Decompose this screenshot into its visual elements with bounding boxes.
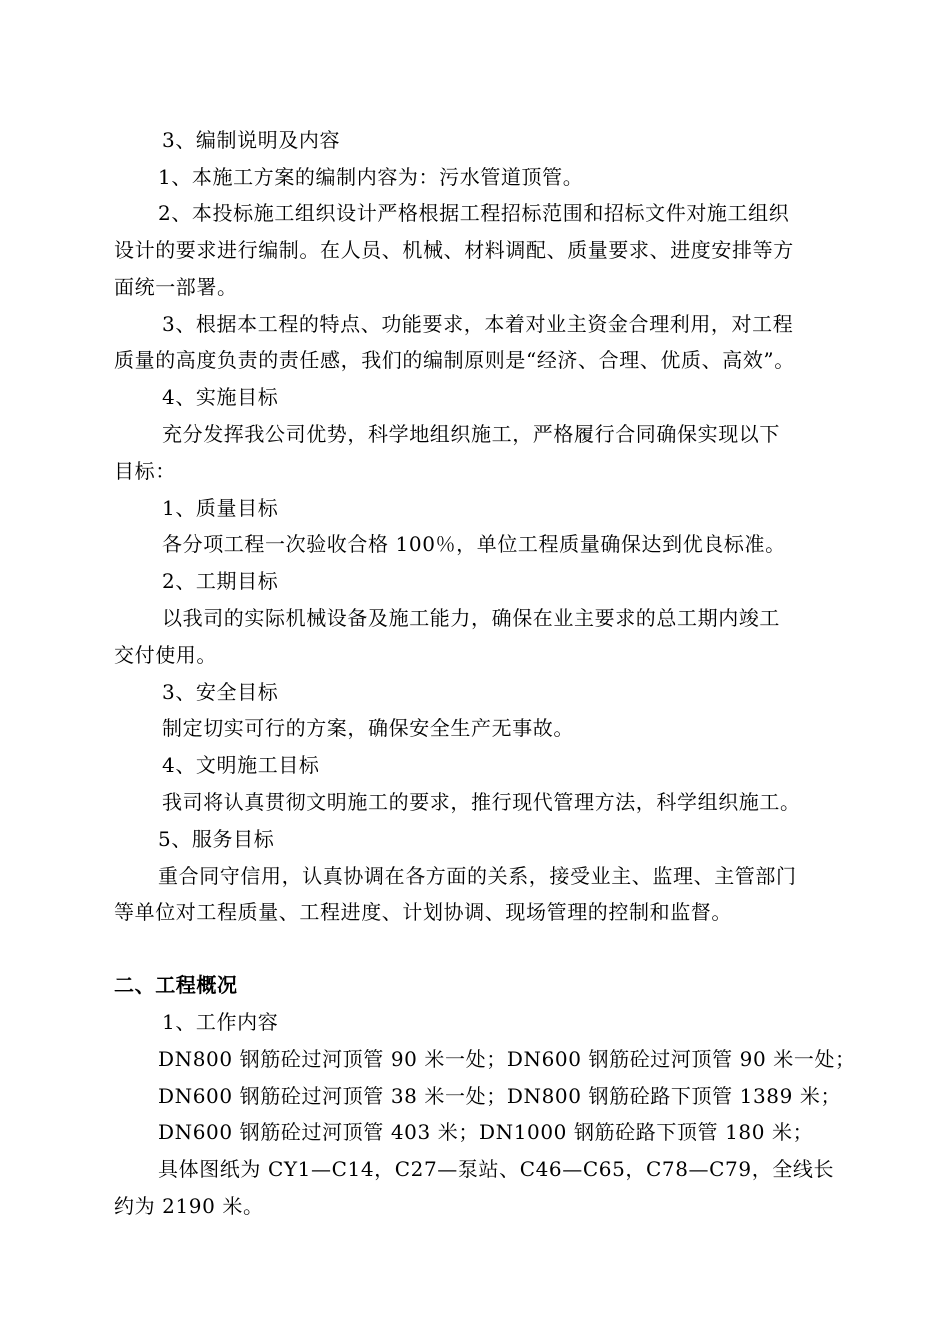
paragraph-line: 制定切实可行的方案，确保安全生产无事故。	[162, 716, 574, 740]
paragraph-line: DN600 钢筋砼过河顶管 403 米；DN1000 钢筋砼路下顶管 180 米；	[158, 1120, 814, 1144]
subheading-civilized-construction: 4、文明施工目标	[162, 753, 320, 777]
paragraph-line: 重合同守信用，认真协调在各方面的关系，接受业主、监理、主管部门	[158, 864, 797, 888]
paragraph-line: 各分项工程一次验收合格 100％，单位工程质量确保达到优良标准。	[162, 532, 786, 556]
subheading-schedule: 2、工期目标	[162, 569, 279, 593]
section-heading-compilation: 3、编制说明及内容	[162, 128, 341, 152]
paragraph-line: 1、本施工方案的编制内容为：污水管道顶管。	[158, 165, 584, 189]
paragraph-line: 面统一部署。	[114, 275, 238, 299]
paragraph-line: 2、本投标施工组织设计严格根据工程招标范围和招标文件对施工组织	[158, 201, 790, 225]
paragraph-line: 我司将认真贯彻文明施工的要求，推行现代管理方法，科学组织施工。	[162, 790, 801, 814]
paragraph-line: 目标：	[114, 459, 176, 483]
paragraph-line: 交付使用。	[114, 643, 217, 667]
subheading-work-content: 1、工作内容	[162, 1010, 279, 1034]
paragraph-line: 等单位对工程质量、工程进度、计划协调、现场管理的控制和监督。	[114, 900, 732, 924]
chapter-heading-project-overview: 二、工程概况	[114, 973, 238, 997]
paragraph-line: DN600 钢筋砼过河顶管 38 米一处；DN800 钢筋砼路下顶管 1389 米；	[158, 1084, 842, 1108]
paragraph-line: DN800 钢筋砼过河顶管 90 米一处；DN600 钢筋砼过河顶管 90 米一处；	[158, 1047, 856, 1071]
paragraph-line: 以我司的实际机械设备及施工能力，确保在业主要求的总工期内竣工	[162, 606, 780, 630]
paragraph-line: 3、根据本工程的特点、功能要求，本着对业主资金合理利用，对工程	[162, 312, 794, 336]
subheading-service: 5、服务目标	[158, 827, 275, 851]
subheading-quality: 1、质量目标	[162, 496, 279, 520]
paragraph-line: 充分发挥我公司优势，科学地组织施工，严格履行合同确保实现以下	[162, 422, 780, 446]
paragraph-line: 约为 2190 米。	[114, 1194, 264, 1218]
paragraph-line: 具体图纸为 CY1—C14，C27—泵站、C46—C65，C78—C79，全线长	[158, 1157, 835, 1181]
paragraph-line: 设计的要求进行编制。在人员、机械、材料调配、质量要求、进度安排等方	[114, 238, 794, 262]
subheading-safety: 3、安全目标	[162, 680, 279, 704]
paragraph-line: 质量的高度负责的责任感，我们的编制原则是“经济、合理、优质、高效”。	[114, 348, 795, 372]
section-heading-targets: 4、实施目标	[162, 385, 279, 409]
